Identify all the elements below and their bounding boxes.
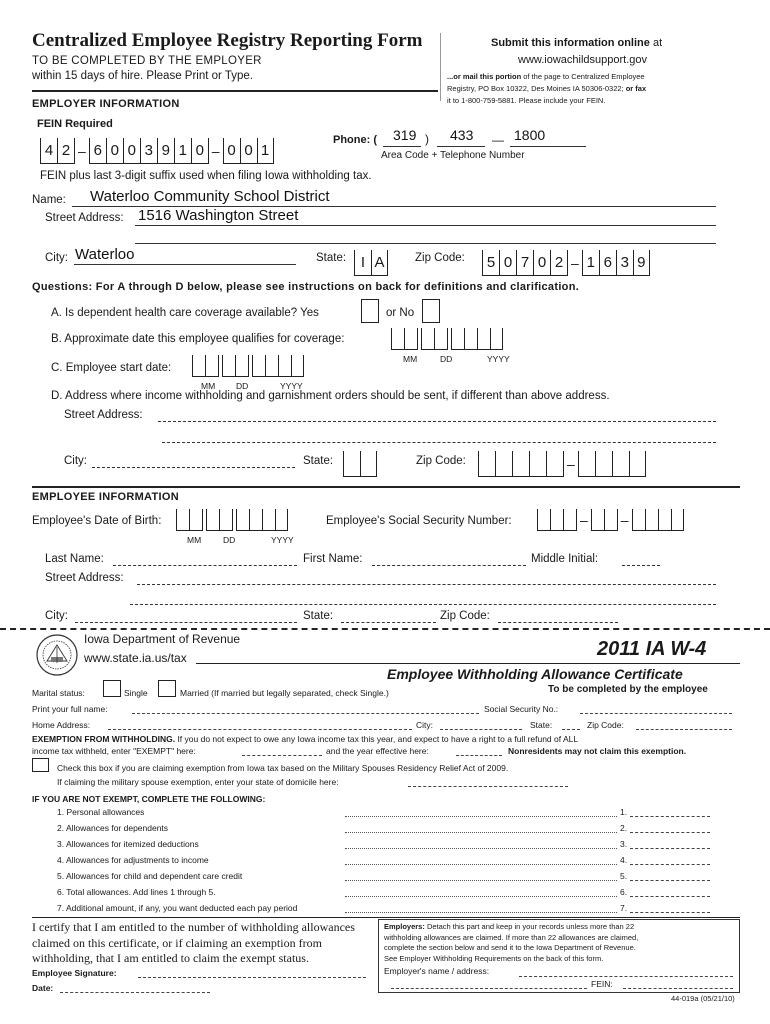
withholding-zip-label: Zip Code: [416, 455, 466, 467]
zip-digit[interactable]: 2 [550, 250, 567, 276]
first-name-input[interactable] [372, 565, 526, 566]
mail-instructions-2: Registry, PO Box 10322, Des Moines IA 50306-0322; or fax [447, 84, 647, 93]
coverage-mm-caption: MM [403, 354, 418, 364]
question-a-yes-checkbox[interactable] [361, 299, 379, 323]
w4-state-label: State: [530, 720, 553, 730]
date-digit[interactable] [189, 509, 202, 531]
employee-zip-input[interactable] [498, 622, 618, 623]
date-digit[interactable] [391, 328, 404, 350]
single-label: Single [124, 688, 148, 698]
date-digit[interactable] [434, 328, 447, 350]
w4-form-title: 2011 IA W-4 [597, 638, 707, 660]
employee-city-label: City: [45, 610, 68, 622]
submit-info-box [440, 33, 740, 105]
ssn-label: Employee's Social Security Number: [326, 515, 512, 527]
withholding-zip-field[interactable]: – [478, 451, 646, 477]
zip-digit[interactable]: 9 [633, 250, 650, 276]
online-label: Submit this information online at [491, 37, 663, 49]
fein-digit[interactable]: 0 [223, 138, 240, 164]
form-id: 44-019a (05/21/10) [671, 994, 735, 1003]
exemption-text: EXEMPTION FROM WITHHOLDING. If you do not expect to owe any Iowa income tax this year, and expect to have a right to a full refund of ALL [32, 734, 579, 744]
allowance-line-label: 7. Additional amount, if any, you want deducted each pay period [57, 903, 298, 913]
w4-city-input[interactable] [440, 729, 522, 730]
not-exempt-header: IF YOU ARE NOT EXEMPT, COMPLETE THE FOLLOWING: [32, 794, 266, 804]
withholding-street-label: Street Address: [64, 409, 143, 421]
employer-street-line-2[interactable] [135, 243, 716, 244]
date-digit[interactable] [477, 328, 490, 350]
iowa-seal-icon [35, 633, 79, 677]
date-digit[interactable] [252, 355, 265, 377]
withholding-city-line[interactable] [92, 467, 295, 468]
employee-zip-label: Zip Code: [440, 610, 490, 622]
allowance-line-number: 7. [620, 903, 628, 913]
w4-home-label: Home Address: [32, 720, 91, 730]
date-digit[interactable] [206, 509, 219, 531]
ssn-digit[interactable] [537, 509, 550, 531]
withholding-city-label: City: [64, 455, 87, 467]
header-divider [32, 90, 438, 92]
date-digit[interactable] [205, 355, 218, 377]
date-digit[interactable] [176, 509, 189, 531]
dob-yyyy-caption: YYYY [271, 535, 294, 545]
allowance-line-number: 3. [620, 839, 628, 849]
mail-instructions-1: ...or mail this portion of the page to Centralized Employee [447, 72, 645, 81]
start-mm-caption: MM [201, 381, 216, 391]
leader-dots [345, 832, 617, 833]
detach-line [0, 628, 770, 630]
question-b: B. Approximate date this employee qualifies for coverage: [51, 333, 345, 345]
phone-paren: ) [425, 132, 429, 146]
allowance-input[interactable] [630, 896, 710, 897]
date-digit[interactable] [219, 509, 232, 531]
signature-input[interactable] [138, 977, 366, 978]
employer-fein-label: FEIN: [591, 979, 613, 989]
fein-digit[interactable]: 2 [57, 138, 74, 164]
allowance-line-label: 1. Personal allowances [57, 807, 145, 817]
exempt-year-label: and the year effective here: [326, 746, 429, 756]
date-digit[interactable] [291, 355, 304, 377]
phone-number[interactable]: 1800 [514, 127, 546, 143]
phone-caption: Area Code + Telephone Number [381, 150, 525, 161]
w4-ssn-input[interactable] [580, 713, 732, 714]
employee-city-input[interactable] [75, 622, 297, 623]
fein-label: FEIN Required [37, 118, 113, 130]
leader-dots [345, 880, 617, 881]
zip-digit[interactable] [529, 451, 546, 477]
first-name-label: First Name: [303, 553, 363, 565]
fein-digit[interactable]: 0 [123, 138, 140, 164]
question-d: D. Address where income withholding and garnishment orders should be sent, if different than above address. [51, 390, 610, 402]
employers-note-1: Employers: Detach this part and keep in your records unless more than 22 [384, 922, 635, 931]
zip-digit[interactable]: 7 [516, 250, 533, 276]
employee-street-input[interactable] [137, 584, 716, 585]
withholding-state-field[interactable] [343, 451, 377, 477]
w4-name-input[interactable] [132, 713, 479, 714]
date-digit[interactable] [235, 355, 248, 377]
coverage-date-field[interactable] [391, 328, 503, 350]
military-checkbox-label: Check this box if you are claiming exemption from Iowa tax based on the Military Spouses Residency Relief Act of 2009. [57, 763, 509, 773]
allowance-line-label: 5. Allowances for child and dependent care credit [57, 871, 243, 881]
leader-dots [345, 896, 617, 897]
ssn-digit[interactable] [632, 509, 645, 531]
phone-label: Phone: ( [333, 134, 377, 146]
question-a-or: or No [386, 307, 415, 319]
phone-area-code[interactable]: 319 [393, 127, 417, 143]
fein-digit[interactable]: 0 [191, 138, 208, 164]
marital-label: Marital status: [32, 688, 85, 698]
employer-fein-input[interactable] [623, 988, 733, 989]
date-label: Date: [32, 983, 54, 993]
employer-city-label: City: [45, 252, 68, 264]
question-c: C. Employee start date: [51, 362, 172, 374]
w4-zip-label: Zip Code: [587, 720, 624, 730]
employer-street-line [135, 225, 716, 226]
allowance-line-label: 6. Total allowances. Add lines 1 through 5. [57, 887, 216, 897]
ssn-digit[interactable] [658, 509, 671, 531]
employee-street-label: Street Address: [45, 572, 124, 584]
fein-note: FEIN plus last 3-digit suffix used when filing Iowa withholding tax. [40, 170, 372, 182]
employee-state-label: State: [303, 610, 334, 622]
question-a-no-checkbox[interactable] [422, 299, 440, 323]
date-digit[interactable] [192, 355, 205, 377]
zip-digit[interactable]: 0 [499, 250, 516, 276]
zip-digit[interactable]: 0 [533, 250, 550, 276]
allowance-line-label: 2. Allowances for dependents [57, 823, 169, 833]
leader-dots [345, 912, 617, 913]
leader-dots [345, 848, 617, 849]
coverage-dd-caption: DD [440, 354, 453, 364]
date-digit[interactable] [451, 328, 464, 350]
w4-bottom-divider [32, 917, 740, 918]
form-subtitle: TO BE COMPLETED BY THE EMPLOYER [32, 55, 262, 67]
w4-cert-title: Employee Withholding Allowance Certificate [387, 666, 683, 682]
ssn-digit[interactable] [645, 509, 658, 531]
fein-digit[interactable]: 1 [257, 138, 274, 164]
zip-digit[interactable] [612, 451, 629, 477]
middle-initial-input[interactable] [622, 565, 660, 566]
ssn-digit[interactable] [591, 509, 604, 531]
w4-ssn-label: Social Security No.: [484, 704, 559, 714]
phone-prefix-line [437, 146, 485, 147]
ssn-digit[interactable] [563, 509, 576, 531]
allowance-line-number: 6. [620, 887, 628, 897]
w4-to-be-completed: To be completed by the employee [548, 684, 708, 695]
employer-state-label: State: [316, 252, 347, 264]
allowance-line-label: 4. Allowances for adjustments to income [57, 855, 209, 865]
allowance-input[interactable] [630, 832, 710, 833]
allowance-line-number: 4. [620, 855, 628, 865]
fein-digit[interactable]: 1 [174, 138, 191, 164]
date-digit[interactable] [421, 328, 434, 350]
zip-digit[interactable] [629, 451, 646, 477]
employer-name-address-input-2[interactable] [391, 988, 587, 989]
ssn-field[interactable]: – – [537, 509, 684, 531]
date-digit[interactable] [404, 328, 417, 350]
coverage-yyyy-caption: YYYY [487, 354, 510, 364]
leader-dots [345, 864, 617, 865]
employer-section-title: EMPLOYER INFORMATION [32, 98, 180, 110]
last-name-label: Last Name: [45, 553, 104, 565]
allowance-input[interactable] [630, 912, 710, 913]
state-char[interactable] [343, 451, 360, 477]
zip-digit[interactable]: 5 [482, 250, 499, 276]
allowance-input[interactable] [630, 816, 710, 817]
last-name-input[interactable] [113, 565, 297, 566]
date-digit[interactable] [275, 509, 288, 531]
date-digit[interactable] [236, 509, 249, 531]
allowance-line-label: 3. Allowances for itemized deductions [57, 839, 199, 849]
certify-line-3: withholding, that I am entitled to claim the exempt status. [32, 951, 309, 965]
military-domicile-label: If claiming the military spouse exemption, enter your state of domicile here: [57, 777, 339, 787]
date-input[interactable] [60, 992, 210, 993]
allowance-input[interactable] [630, 880, 710, 881]
zip-digit[interactable] [595, 451, 612, 477]
online-url-link[interactable]: www.iowachildsupport.gov [518, 54, 648, 66]
phone-area-line [383, 146, 421, 147]
fein-digit[interactable]: 9 [157, 138, 174, 164]
employee-state-input[interactable] [341, 622, 436, 623]
allowance-line-number: 2. [620, 823, 628, 833]
date-digit[interactable] [265, 355, 278, 377]
date-digit[interactable] [262, 509, 275, 531]
fein-digit[interactable]: 0 [240, 138, 257, 164]
zip-digit[interactable]: 6 [599, 250, 616, 276]
dob-dd-caption: DD [223, 535, 236, 545]
question-a: A. Is dependent health care coverage available? Yes [51, 307, 319, 319]
zip-digit[interactable] [495, 451, 512, 477]
married-label: Married (If married but legally separated, check Single.) [180, 688, 389, 698]
middle-initial-label: Middle Initial: [531, 553, 599, 565]
withholding-street-line[interactable] [158, 421, 716, 422]
leader-dots [345, 816, 617, 817]
allowance-input[interactable] [630, 848, 710, 849]
zip-digit[interactable]: 1 [582, 250, 599, 276]
state-char[interactable]: I [354, 250, 371, 276]
w4-zip-input[interactable] [636, 729, 732, 730]
date-digit[interactable] [278, 355, 291, 377]
employer-street-label: Street Address: [45, 212, 124, 224]
married-checkbox[interactable] [158, 680, 176, 697]
zip-digit[interactable] [512, 451, 529, 477]
withholding-state-label: State: [303, 455, 334, 467]
employers-note-3: complete the section below and send it to the Iowa Department of Revenue. [384, 943, 636, 952]
certify-line-1: I certify that I am entitled to the number of withholding allowances [32, 920, 355, 934]
allowance-line-number: 5. [620, 871, 628, 881]
form-title: Centralized Employee Registry Reporting Form [32, 30, 423, 51]
military-domicile-input[interactable] [408, 786, 568, 787]
w4-name-label: Print your full name: [32, 704, 108, 714]
nonresident-note: Nonresidents may not claim this exemption. [508, 746, 687, 756]
fein-digit[interactable]: 3 [140, 138, 157, 164]
zip-digit[interactable]: 3 [616, 250, 633, 276]
ssn-digit[interactable] [550, 509, 563, 531]
employer-name-input[interactable]: Waterloo Community School District [90, 188, 330, 205]
form-instructions: within 15 days of hire. Please Print or Type. [32, 70, 253, 82]
questions-header: Questions: For A through D below, please see instructions on back for definitions and clarification. [32, 281, 580, 293]
employer-box [378, 919, 740, 993]
zip-digit[interactable] [546, 451, 563, 477]
fein-digit[interactable]: 4 [40, 138, 57, 164]
start-dd-caption: DD [236, 381, 249, 391]
signature-label: Employee Signature: [32, 968, 117, 978]
state-char[interactable]: A [371, 250, 388, 276]
w4-title-line [196, 663, 740, 664]
employers-note-4: See Employer Withholding Requirements on the back of this form. [384, 954, 604, 963]
phone-line-line [510, 146, 586, 147]
employer-zip-label: Zip Code: [415, 252, 465, 264]
single-checkbox[interactable] [103, 680, 121, 697]
exempt-entry-label: income tax withheld, enter "EXEMPT" here: [32, 746, 196, 756]
exempt-input[interactable] [242, 755, 322, 756]
phone-dash: — [492, 133, 504, 147]
mail-instructions-3: it to 1-800-759-5881. Please include your FEIN. [447, 96, 606, 105]
dob-label: Employee's Date of Birth: [32, 515, 162, 527]
employer-street-input[interactable]: 1516 Washington Street [138, 207, 299, 224]
dob-mm-caption: MM [187, 535, 202, 545]
employee-section-title: EMPLOYEE INFORMATION [32, 491, 179, 503]
fein-digit[interactable]: 6 [89, 138, 106, 164]
state-char[interactable] [360, 451, 377, 477]
employer-city-line [74, 264, 296, 265]
w4-city-label: City: [416, 720, 433, 730]
phone-prefix[interactable]: 433 [450, 127, 474, 143]
employer-state-field[interactable] [354, 250, 388, 276]
w4-state-input[interactable] [562, 729, 580, 730]
military-spouse-checkbox[interactable] [32, 758, 49, 772]
employer-zip-field[interactable]: 5 0 7 0 2 – 1 6 3 9 [482, 250, 650, 276]
date-digit[interactable] [490, 328, 503, 350]
employer-name-address-label: Employer's name / address: [384, 966, 490, 976]
date-digit[interactable] [222, 355, 235, 377]
start-date-field[interactable] [192, 355, 304, 377]
withholding-street-line-2[interactable] [162, 442, 716, 443]
allowance-line-number: 1. [620, 807, 628, 817]
employee-divider [32, 486, 740, 488]
start-yyyy-caption: YYYY [280, 381, 303, 391]
ssn-digit[interactable] [671, 509, 684, 531]
employers-note-2: withholding allowances are claimed. If more than 22 allowances are claimed, [384, 933, 639, 942]
certify-line-2: claimed on this certificate, or if claiming an exemption from [32, 936, 322, 950]
date-digit[interactable] [249, 509, 262, 531]
w4-home-input[interactable] [108, 729, 412, 730]
iowa-dept-name: Iowa Department of Revenue [84, 632, 241, 646]
zip-digit[interactable] [478, 451, 495, 477]
date-digit[interactable] [464, 328, 477, 350]
zip-digit[interactable] [578, 451, 595, 477]
fein-digit[interactable]: 0 [106, 138, 123, 164]
dob-field[interactable] [176, 509, 288, 531]
employee-street-input-2[interactable] [130, 604, 716, 605]
iowa-dept-url-link[interactable]: www.state.ia.us/tax [84, 651, 187, 665]
employer-city-input[interactable]: Waterloo [75, 246, 135, 263]
fein-field[interactable]: 4 2 – 6 0 0 3 9 1 0 – 0 0 1 [40, 138, 274, 164]
employer-name-label: Name: [32, 194, 66, 206]
employer-name-address-input[interactable] [519, 976, 733, 977]
exempt-year-input[interactable] [456, 755, 502, 756]
ssn-digit[interactable] [604, 509, 617, 531]
allowance-input[interactable] [630, 864, 710, 865]
